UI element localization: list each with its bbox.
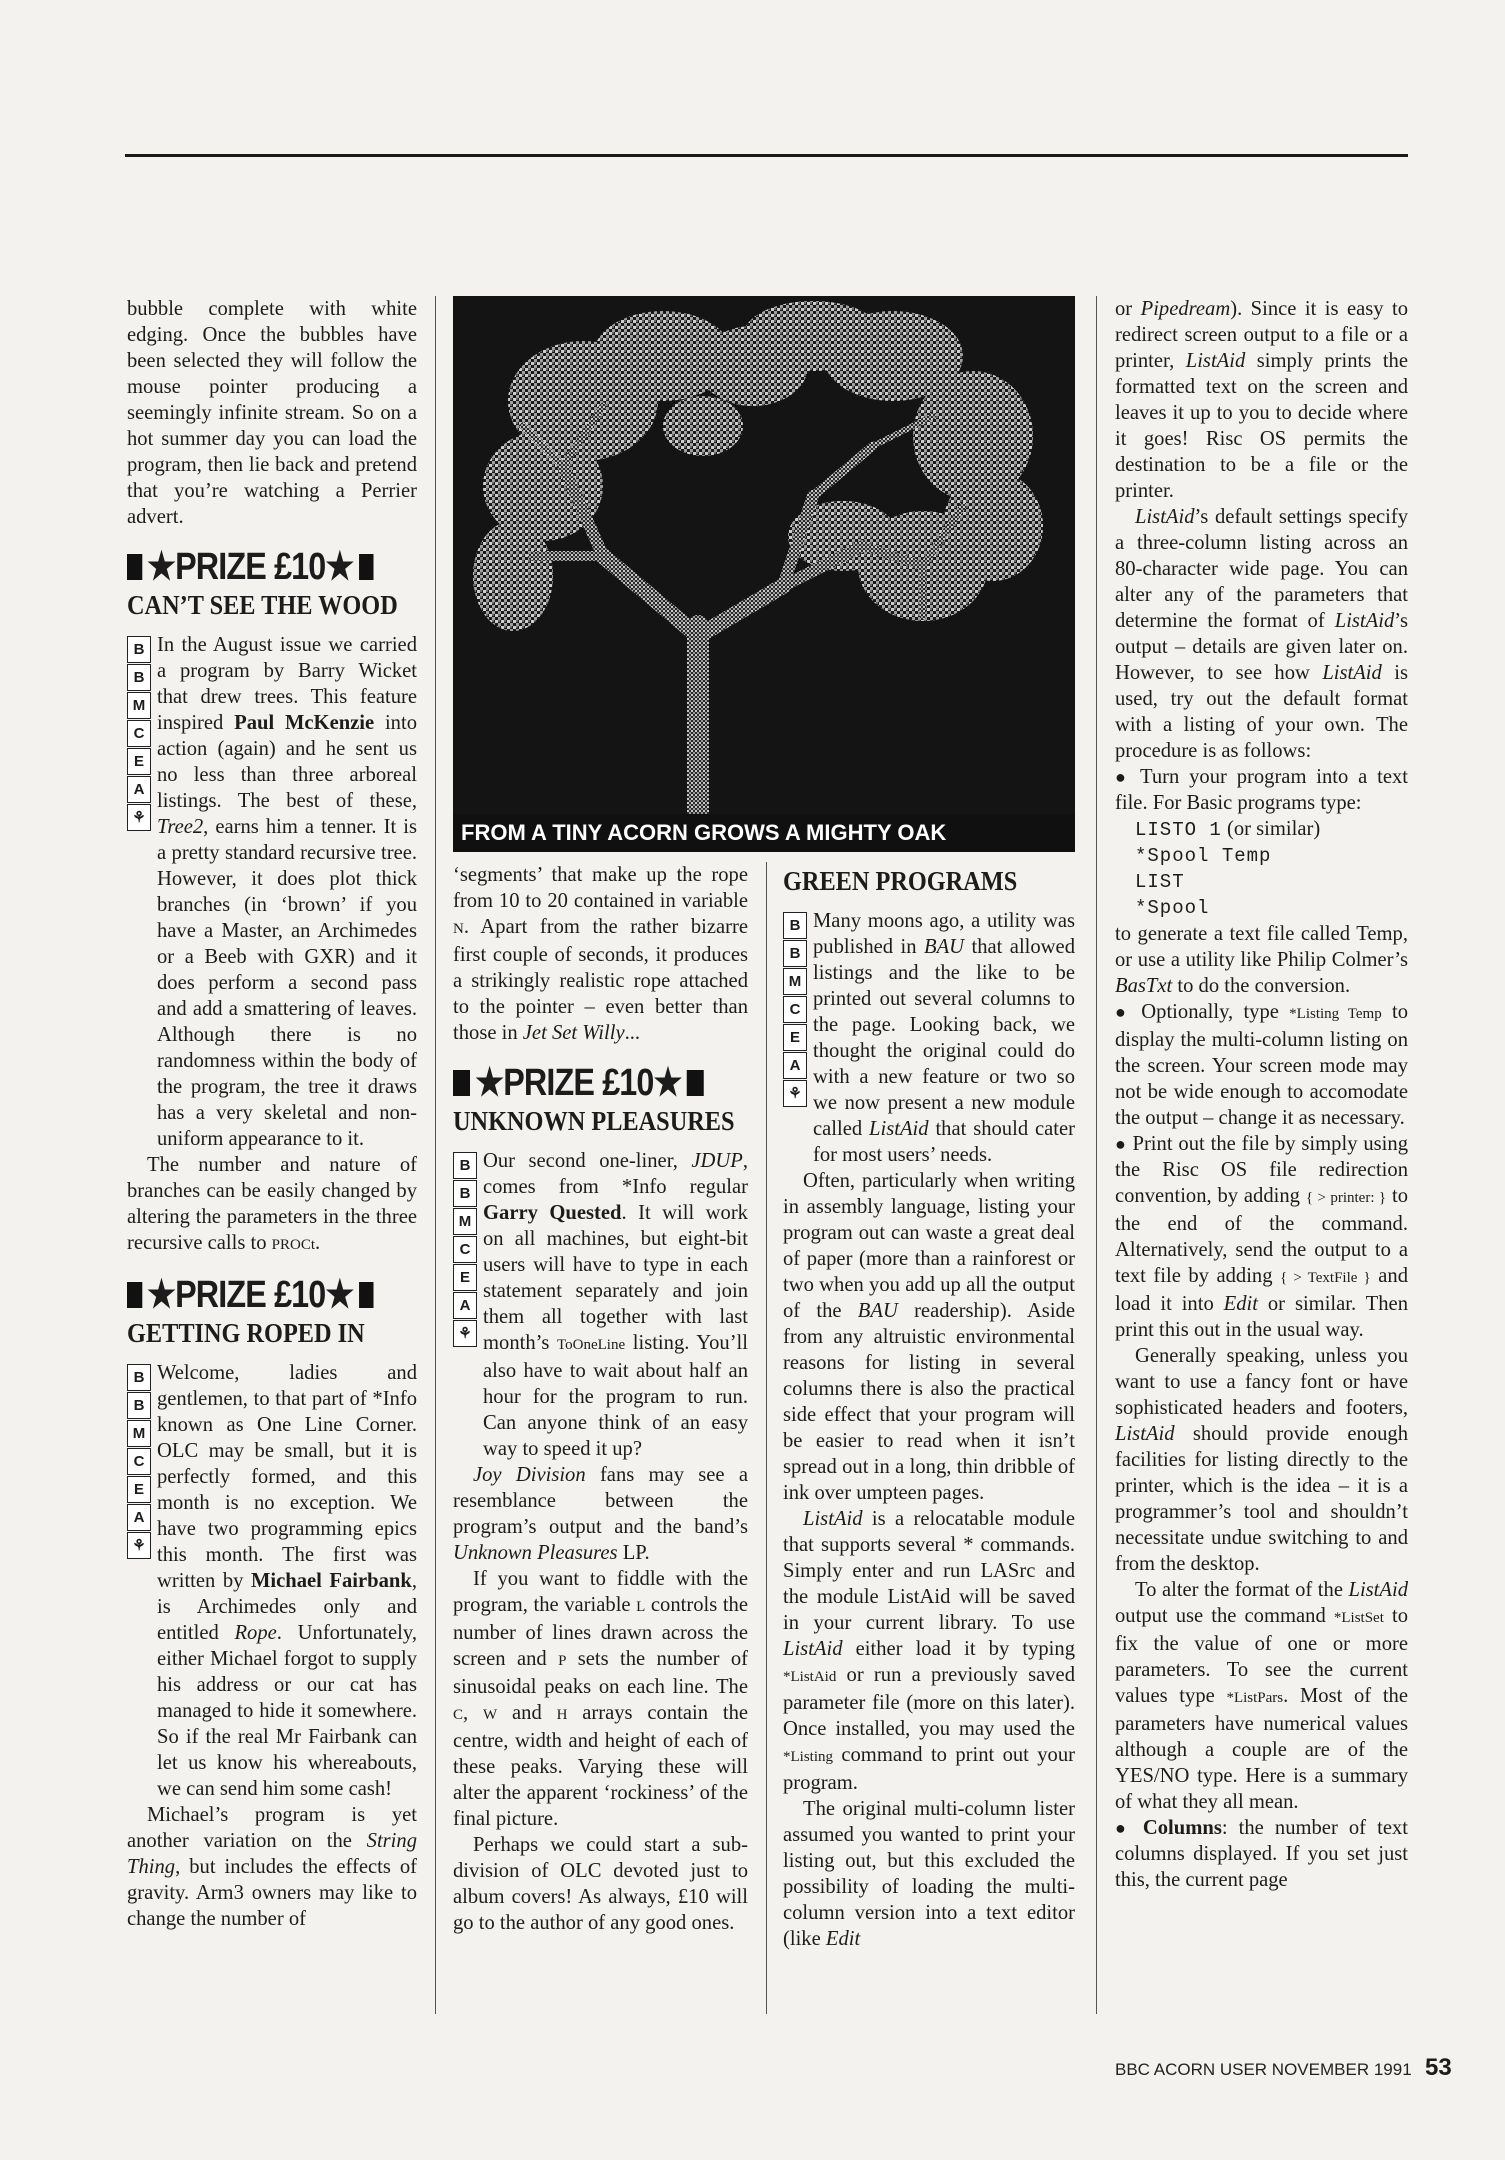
paragraph: In the August issue we carried a program by Barry Wicket that drew trees. This feature inspired Paul McKenzie into action (again) and he sent us no less than three arboreal listings. The best of these, Tree2, earns him a tenner. It is a pretty standard recursive tree. However, it does plot thick branches (in ‘brown’ if you have a Master, an Archimedes or a Beeb with GXR) and it does perform a second pass and add a smattering of leaves. Although there is no randomness within the body of the program, the tree it draws has a very skeletal and non-uniform appearance to it. xyxy=(157,634,417,1150)
section-heading: UNKNOWN PLEASURES xyxy=(453,1106,735,1136)
article-intro xyxy=(127,1360,417,1802)
bullet-icon: ● xyxy=(1115,1134,1127,1154)
master-badge-icon: M xyxy=(453,1208,477,1235)
electron-badge-icon: E xyxy=(783,1024,807,1051)
paragraph: If you want to fiddle with the program, the variable L controls the number of lines drawn across the screen and P sets the number of sinusoidal peaks on each line. The C, W and H arrays contain the centre, width and height of each of these peaks. Varying these will alter the apparent ‘rockiness’ of the final picture. xyxy=(453,1568,749,1830)
top-rule xyxy=(125,154,1408,157)
code-line: *Spool Temp xyxy=(1135,845,1272,867)
bullet-item: ● Columns: the number of text columns displayed. If you set just this, the current page xyxy=(1115,1817,1408,1891)
electron-badge-icon: E xyxy=(127,748,151,775)
footer-magazine-title: BBC ACORN USER NOVEMBER 1991 xyxy=(1115,2060,1412,2079)
paragraph: The original multi-column lister assumed you wanted to print your listing out, but this excluded the possibility of loading the multi-column version into a text editor (like Edit xyxy=(783,1798,1075,1950)
paragraph: To alter the format of the ListAid output use the command *ListSet to fix the value of one or more parameters. To see the current values type *ListPars. Most of the parameters have numerical values although a couple are of the YES/NO type. Here is a summary of what they all mean. xyxy=(1115,1579,1408,1813)
bbc-b-plus-badge-icon: B xyxy=(783,940,807,967)
bbc-b-badge-icon: B xyxy=(453,1152,477,1179)
paragraph: bubble complete with white edging. Once the bubbles have been selected they will follow the mouse pointer producing a seemingly infinite stream. So on a hot summer day you can load the program, then lie back and pretend that you’re watching a Perrier advert. xyxy=(127,298,417,528)
figure-caption: FROM A TINY ACORN GROWS A MIGHTY OAK xyxy=(453,814,1075,852)
compact-badge-icon: C xyxy=(127,1448,151,1475)
bbc-b-badge-icon: B xyxy=(127,636,151,663)
compact-badge-icon: C xyxy=(783,996,807,1023)
bbc-b-plus-badge-icon: B xyxy=(127,1392,151,1419)
bullet-icon: ● xyxy=(1115,1002,1131,1022)
bullet-icon: ● xyxy=(1115,767,1131,787)
bullet-item: ● Print out the file by simply using the Risc OS file redirection convention, by adding { > printer: } to the end of the command. Alternatively, send the output to a text file by adding { > TextFile } and load it into Edit or similar. Then print this out in the usual way. xyxy=(1115,1133,1408,1341)
compact-badge-icon: C xyxy=(453,1236,477,1263)
machine-badges xyxy=(453,1152,477,1348)
bullet-icon: ● xyxy=(1115,1818,1132,1838)
paragraph: Welcome, ladies and gentlemen, to that part of *Info known as One Line Corner. OLC may be small, but it is perfectly formed, and this month is no exception. We have two programming epics this month. The first was written by Michael Fairbank, is Archimedes only and entitled Rope. Unfortunately, either Michael forgot to supply his address or our cat has managed to hide it somewhere. So if the real Mr Fairbank can let us know his whereabouts, we can send him some cash! xyxy=(157,1362,417,1800)
article-intro xyxy=(783,908,1075,1168)
section-heading: GETTING ROPED IN xyxy=(127,1318,365,1348)
paragraph: to generate a text file called Temp, or use a utility like Philip Colmer’s BasTxt to do the conversion. xyxy=(1115,923,1408,997)
bbc-b-plus-badge-icon: B xyxy=(453,1180,477,1207)
code-line: LISTO 1 xyxy=(1135,819,1222,841)
fractal-tree-image xyxy=(453,296,1075,852)
paragraph: ListAid is a relocatable module that supports several * commands. Simply enter and run LASrc and the module ListAid will be saved in your current library. To use ListAid either load it by typing *ListAid or run a previously saved parameter file (more on this later). Once installed, you may used the *Listing command to print out your program. xyxy=(783,1508,1075,1794)
code-line: *Spool xyxy=(1135,897,1210,919)
acorn-badge-icon: ⚘ xyxy=(453,1320,477,1347)
tree-figure xyxy=(453,296,1075,852)
bullet-item: ● Optionally, type *Listing Temp to display the multi-column listing on the screen. Your screen mode may not be wide enough to accomodate the output – change it as necessary. xyxy=(1115,1001,1409,1129)
paragraph: Perhaps we could start a sub-division of OLC devoted just to album covers! As always, £10 will go to the author of any good ones. xyxy=(453,1834,748,1934)
machine-badges xyxy=(127,1364,151,1560)
section-heading: GREEN PROGRAMS xyxy=(783,866,1018,896)
bullet-item: ● Turn your program into a text file. For Basic programs type: xyxy=(1115,766,1408,814)
acorn-badge-icon: ⚘ xyxy=(127,1532,151,1559)
archimedes-badge-icon: A xyxy=(127,1504,151,1531)
paragraph: The number and nature of branches can be easily changed by altering the parameters in the three recursive calls to PROCt. xyxy=(127,1154,417,1254)
code-block: LISTO 1 (or similar) *Spool Temp LIST *Spool xyxy=(1115,816,1408,921)
paragraph: ‘segments’ that make up the rope from 10 to 20 contained in variable N. Apart from the rather bizarre first couple of seconds, it produces a strikingly realistic rope attached to the pointer – even better than those in Jet Set Willy... xyxy=(453,864,748,1044)
column-divider xyxy=(766,862,767,2014)
archimedes-badge-icon: A xyxy=(453,1292,477,1319)
bbc-b-badge-icon: B xyxy=(127,1364,151,1391)
electron-badge-icon: E xyxy=(453,1264,477,1291)
bbc-b-plus-badge-icon: B xyxy=(127,664,151,691)
prize-banner: ★PRIZE £10★ xyxy=(127,554,374,580)
section-heading: CAN’T SEE THE WOOD xyxy=(127,590,398,620)
article-intro xyxy=(453,1148,748,1462)
master-badge-icon: M xyxy=(127,1420,151,1447)
master-badge-icon: M xyxy=(783,968,807,995)
paragraph: Generally speaking, unless you want to use a fancy font or have sophisticated headers and footers, ListAid should provide enough facilities for listing directly to the printer, which is the idea – it is a programmer’s tool and shouldn’t necessitate undue switching to and from the desktop. xyxy=(1115,1345,1408,1575)
column-1 xyxy=(127,296,417,1932)
electron-badge-icon: E xyxy=(127,1476,151,1503)
paragraph: Joy Division fans may see a resemblance between the program’s output and the band’s Unknown Pleasures LP. xyxy=(453,1464,749,1564)
acorn-badge-icon: ⚘ xyxy=(127,804,151,831)
article-intro xyxy=(127,632,417,1152)
paragraph: Michael’s program is yet another variation on the String Thing, but includes the effects of gravity. Arm3 owners may like to change the number of xyxy=(127,1804,417,1930)
archimedes-badge-icon: A xyxy=(783,1052,807,1079)
bbc-b-badge-icon: B xyxy=(783,912,807,939)
column-divider xyxy=(1096,296,1097,2014)
column-3 xyxy=(783,862,1075,1952)
master-badge-icon: M xyxy=(127,692,151,719)
column-2 xyxy=(453,862,748,1936)
compact-badge-icon: C xyxy=(127,720,151,747)
archimedes-badge-icon: A xyxy=(127,776,151,803)
acorn-badge-icon: ⚘ xyxy=(783,1080,807,1107)
paragraph: Many moons ago, a utility was published in BAU that allowed listings and the like to be printed out several columns to the page. Looking back, we thought the original could do with a new feature or two so we now present a new module called ListAid that should cater for most users’ needs. xyxy=(813,910,1075,1166)
paragraph: or Pipedream). Since it is easy to redirect screen output to a file or a printer, ListAid simply prints the formatted text on the screen and leaves it up to you to decide where it goes! Risc OS permits the destination to be a file or the printer. xyxy=(1115,298,1408,502)
paragraph: Often, particularly when writing in assembly language, listing your program out can waste a great deal of paper (more than a rainforest or two when you add up all the output of the BAU readership). Aside from any altruistic environmental reasons for listing in several columns there is also the practical side effect that your program will be easier to read when it isn’t spread out in a long, thin dribble of ink over umpteen pages. xyxy=(783,1170,1075,1504)
page-number: 53 xyxy=(1425,2054,1452,2081)
machine-badges xyxy=(127,636,151,832)
code-line: LIST xyxy=(1135,871,1185,893)
prize-banner: ★PRIZE £10★ xyxy=(453,1070,704,1096)
machine-badges xyxy=(783,912,807,1108)
paragraph: ListAid’s default settings specify a three-column listing across an 80-character wide page. You can alter any of the parameters that determine the format of ListAid’s output – details are given later on. However, to see how ListAid is used, try out the default format with a listing of your own. The procedure is as follows: xyxy=(1115,506,1408,762)
column-4 xyxy=(1115,296,1408,1893)
column-divider xyxy=(435,296,436,2014)
prize-banner: ★PRIZE £10★ xyxy=(127,1282,374,1308)
paragraph: Our second one-liner, JDUP, comes from *Info regular Garry Quested. It will work on all machines, but eight-bit users will have to type in each statement separately and join them all together with last month’s ToOneLine listing. You’ll also have to wait about half an hour for the program to run. Can anyone think of an easy way to speed it up? xyxy=(483,1150,748,1460)
